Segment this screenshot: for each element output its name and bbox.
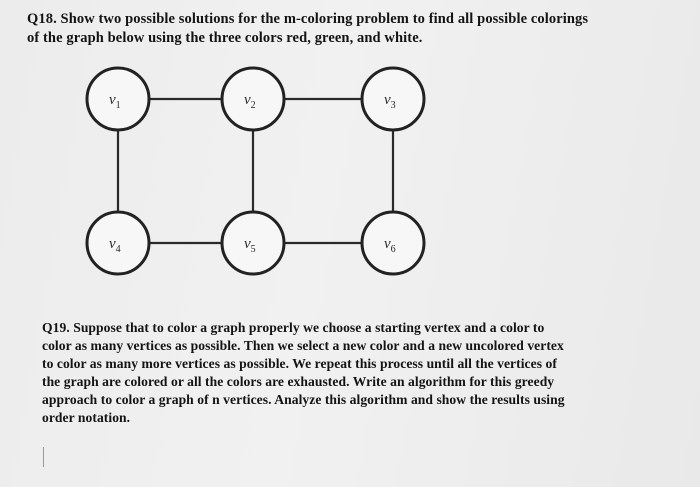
question-19-line: the graph are colored or all the colors are exhausted. Write an algorithm for this greedy (42, 374, 555, 389)
vertex-v4-circle (87, 212, 149, 274)
question-19-line: Q19. Suppose that to color a graph properly we choose a starting vertex and a color to (42, 320, 545, 335)
vertex-v6 (362, 212, 424, 274)
vertex-v3-circle (362, 68, 424, 130)
question-18-line: Q18. Show two possible solutions for the m-coloring problem to find all possible colorings (27, 11, 589, 27)
vertex-v5 (222, 212, 284, 274)
vertex-v1-circle (87, 68, 149, 130)
question-19-line: color as many vertices as possible. Then we select a new color and a new uncolored vertex (42, 338, 564, 353)
vertex-v1-label: $v_1$ (109, 92, 121, 111)
vertex-v5-label: $v_5$ (244, 236, 256, 255)
vertex-v3-label: $v_3$ (384, 92, 396, 111)
vertex-v6-circle (362, 212, 424, 274)
question-19-line: order notation. (42, 410, 131, 425)
question-18-line: of the graph below using the three colors red, green, and white. (27, 30, 423, 46)
vertex-v1 (87, 68, 149, 130)
vertex-v4-label: $v_4$ (109, 236, 121, 255)
vertex-v2-circle (222, 68, 284, 130)
question-19-line: approach to color a graph of n vertices. Analyze this algorithm and show the results using (42, 392, 565, 407)
text-cursor (43, 447, 44, 467)
vertex-v4 (87, 212, 149, 274)
question-19 (42, 319, 642, 427)
question-19-line: to color as many more vertices as possible. We repeat this process until all the vertices of (42, 356, 557, 371)
vertex-v2-label: $v_2$ (244, 92, 256, 111)
vertex-v3 (362, 68, 424, 130)
vertex-v2 (222, 68, 284, 130)
vertex-v6-label: $v_6$ (384, 236, 396, 255)
vertex-v5-circle (222, 212, 284, 274)
